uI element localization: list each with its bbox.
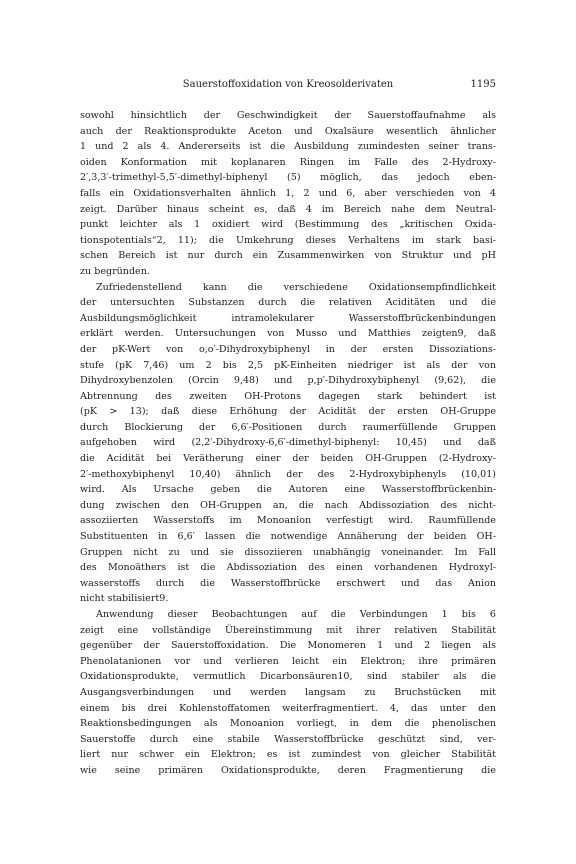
body-text [80,108,496,779]
text-line: Dihydroxybenzolen (Orcin 9,48) und p,p′-Dihydroxybiphenyl (9,62), die [80,375,496,387]
text-line: Anwendung dieser Beobachtungen auf die Verbindungen 1 bis 6 [96,609,496,620]
text-line: assoziierten Wasserstoffs im Monoanion verfestigt wird. Raumfüllende [80,515,496,527]
text-line: dung zwischen den OH-Gruppen an, die nach Abdissoziation des nicht- [80,499,496,511]
text-line: stufe (pK 7,46) um 2 bis 2,5 pK-Einheiten niedriger ist als der von [80,359,496,371]
text-line: falls ein Oxidationsverhalten ähnlich 1, 2 und 6, aber verschieden von 4 [80,187,496,199]
text-line: gegenüber der Sauerstoffoxidation. Die Monomeren 1 und 2 liegen als [80,640,496,652]
text-line: Ausgangsverbindungen und werden langsam zu Bruchstücken mit [80,686,496,698]
page-number: 1195 [470,79,496,90]
text-line: der untersuchten Substanzen durch die relativen Aciditäten und die [80,297,496,309]
text-line: zeigt. Darüber hinaus scheint es, daß 4 im Bereich nahe dem Neutral- [80,203,496,215]
text-line: aufgehoben wird (2,2′-Dihydroxy-6,6′-dimethyl-biphenyl: 10,45) und daß [80,437,496,449]
text-line: der pK-Wert von o,o′-Dihydroxybiphenyl in der ersten Dissoziations- [80,343,496,355]
text-line: liert nur schwer ein Elektron; es ist zumindest von gleicher Stabilität [80,749,496,761]
text-line: 1 und 2 als 4. Andererseits ist die Ausbildung zumindesten seiner trans- [80,141,496,153]
text-line: nicht stabilisiert9. [80,593,169,605]
text-line: wird. Als Ursache geben die Autoren eine Wasserstoffbrückenbin- [80,484,496,496]
text-line: erklärt werden. Untersuchungen von Musso und Matthies zeigten9, daß [80,328,496,340]
text-line: oiden Konformation mit koplanaren Ringen im Falle des 2-Hydroxy- [80,156,496,168]
running-title: Sauerstoffoxidation von Kreosolderivaten [182,79,394,90]
text-line: Sauerstoffe durch eine stabile Wasserstoffbrücke geschützt sind, ver- [80,733,496,745]
text-line: zeigt eine vollständige Übereinstimmung mit ihrer relativen Stabilität [80,624,496,636]
text-line: Abtrennung des zweiten OH-Protons dagegen stark behindert ist [80,390,496,402]
text-line: zu begründen. [80,265,150,277]
text-line: Reaktionsbedingungen als Monoanion vorliegt, in dem die phenolischen [80,718,496,730]
text-line: wie seine primären Oxidationsprodukte, deren Fragmentierung die [80,764,496,776]
text-line: Phenolatanionen vor und verlieren leicht ein Elektron; ihre primären [80,655,496,667]
text-line: 2′-methoxybiphenyl 10,40) ähnlich der des 2-Hydroxybiphenyls (10,01) [80,468,496,480]
text-line: (pK > 13); daß diese Erhöhung der Acidität der ersten OH-Gruppe [80,406,496,418]
text-line: wasserstoffs durch die Wasserstoffbrücke erschwert und das Anion [80,577,496,589]
text-line: punkt leichter als 1 oxidiert wird (Bestimmung des „kritischen Oxida- [80,219,496,231]
text-line: schen Bereich ist nur durch ein Zusammenwirken von Struktur und pH [80,250,496,262]
text-line: Ausbildungsmöglichkeit intramolekularer Wasserstoffbrückenbindungen [80,312,496,324]
text-line: Oxidationsprodukte, vermutlich Dicarbonsäuren10, sind stabiler als die [80,671,496,683]
text-line: einem bis drei Kohlenstoffatomen weiterfragmentiert. 4, das unter den [80,702,496,714]
text-line: durch Blockierung der 6,6′-Positionen durch raumerfüllende Gruppen [80,421,496,433]
text-line: die Acidität bei Verätherung einer der beiden OH-Gruppen (2-Hydroxy- [80,453,496,465]
text-line: tionspotentials“2, 11); die Umkehrung dieses Verhaltens im stark basi- [80,234,496,246]
text-line: Substituenten in 6,6′ lassen die notwendige Annäherung der beiden OH- [80,531,496,543]
text-line: 2′,3,3′-trimethyl-5,5′-dimethyl-biphenyl (5) möglich, das jedoch eben- [80,172,496,184]
text-line: Gruppen nicht zu und sie dissoziieren unabhängig voneinander. Im Fall [80,546,496,558]
text-line: auch der Reaktionsprodukte Aceton und Oxalsäure wesentlich ähnlicher [80,125,496,137]
text-line: des Monoäthers ist die Abdissoziation des einen vorhandenen Hydroxyl- [80,562,496,574]
text-line: sowohl hinsichtlich der Geschwindigkeit der Sauerstoffaufnahme als [80,110,496,121]
text-line: Zufriedenstellend kann die verschiedene Oxidationsempfindlichkeit [96,281,496,293]
